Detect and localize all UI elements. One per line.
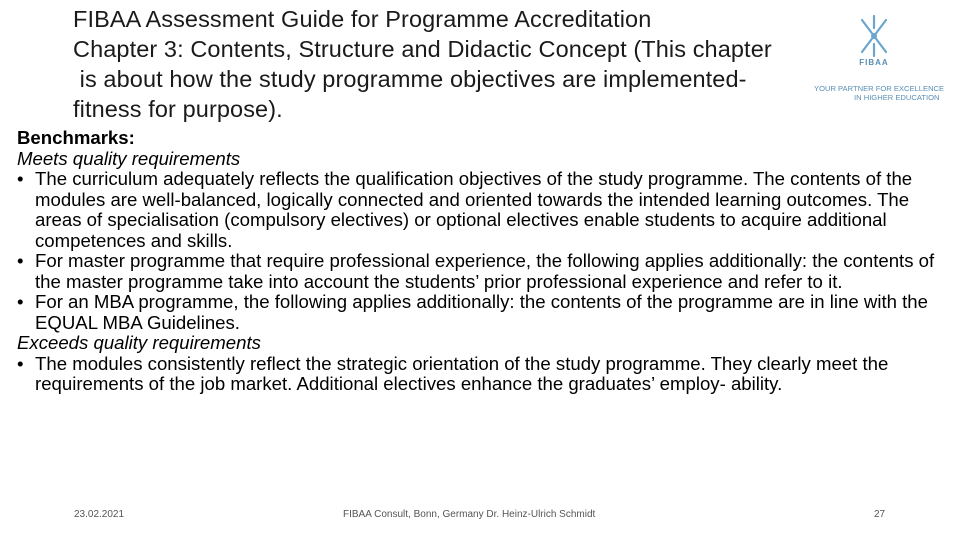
title-line: fitness for purpose).	[73, 96, 283, 122]
list-item	[17, 292, 947, 333]
list-item	[17, 169, 947, 251]
exceeds-requirements-label: Exceeds quality requirements	[17, 332, 261, 353]
benchmarks-heading: Benchmarks:	[17, 127, 135, 148]
title-line: FIBAA Assessment Guide for Programme Accreditation	[73, 6, 652, 32]
list-item	[17, 354, 947, 395]
title-line: is about how the study programme objectives are implemented-	[73, 66, 747, 92]
footer-author: FIBAA Consult, Bonn, Germany Dr. Heinz-Ulrich Schmidt	[343, 509, 596, 520]
bullet-icon: •	[17, 291, 24, 312]
list-item	[17, 251, 947, 292]
list-item-text: The modules consistently reflect the strategic orientation of the study programme. They clearly meet the requirements of the job market. Additional electives enhance the graduates’ employ- ability.	[35, 352, 889, 394]
list-item-text: For master programme that require professional experience, the following applies additionally: the contents of the master programme take into account the students’ prior professional experience and refer to it.	[35, 250, 935, 292]
list-item-text: The curriculum adequately reflects the qualification objectives of the study programme. The contents of the modules are well-balanced, logically connected and oriented towards the intended learning outcomes. The areas of specialisation (compulsory electives) or optional electives enable students to acquire additional competences and skills.	[35, 168, 913, 251]
page-number: 27	[874, 509, 886, 520]
list-item-text: For an MBA programme, the following applies additionally: the contents of the programme are in line with the EQUAL MBA Guidelines.	[35, 291, 928, 333]
bullet-icon: •	[17, 250, 24, 271]
bullet-icon: •	[17, 168, 24, 189]
fibaa-logo	[810, 14, 945, 106]
logo-name: FIBAA	[859, 58, 889, 67]
logo-tagline-1: YOUR PARTNER FOR EXCELLENCE	[814, 84, 945, 93]
meets-requirements-label: Meets quality requirements	[17, 147, 241, 169]
slide-title	[73, 4, 833, 124]
footer-date: 23.02.2021	[74, 509, 125, 520]
bullet-icon: •	[17, 352, 24, 374]
slide-body	[17, 128, 947, 395]
logo-tagline-2: IN HIGHER EDUCATION	[854, 93, 940, 102]
title-line: Chapter 3: Contents, Structure and Didactic Concept (This chapter	[73, 36, 772, 62]
fibaa-star-logo-icon	[810, 14, 938, 58]
